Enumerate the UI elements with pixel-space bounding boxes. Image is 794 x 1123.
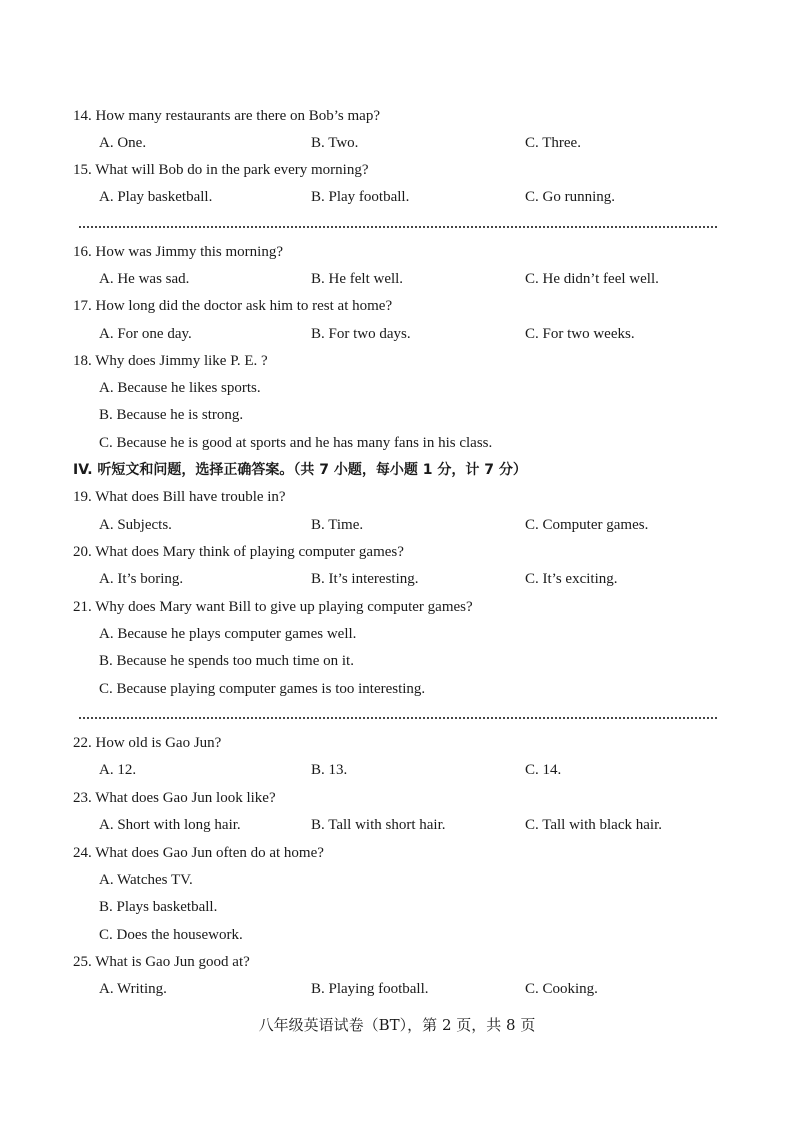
question-20-options (0, 569, 794, 589)
question-16: 16. How was Jimmy this morning? (73, 244, 283, 260)
option-c: C. Cooking. (525, 981, 598, 997)
question-15-options (0, 187, 794, 207)
question-23: 23. What does Gao Jun look like? (73, 790, 276, 806)
question-22: 22. How old is Gao Jun? (73, 735, 222, 751)
option-b: B. Playing football. (311, 981, 429, 997)
option-b: B. Tall with short hair. (311, 817, 446, 833)
option-c: C. Computer games. (525, 517, 649, 533)
option-a: A. Writing. (99, 981, 167, 997)
question-16-options (0, 269, 794, 289)
question-25-options (0, 979, 794, 999)
question-20: 20. What does Mary think of playing computer games? (73, 544, 404, 560)
option-b: B. Time. (311, 517, 364, 533)
option-c: C. It’s exciting. (525, 571, 618, 587)
option-c: C. Go running. (525, 189, 615, 205)
dotted-divider (79, 226, 717, 228)
question-14-options (0, 133, 794, 153)
option-a: A. He was sad. (99, 271, 190, 287)
question-21-option-a: A. Because he plays computer games well. (99, 626, 357, 642)
option-a: A. 12. (99, 762, 137, 778)
option-a: A. For one day. (99, 326, 192, 342)
question-21: 21. Why does Mary want Bill to give up playing computer games? (73, 599, 473, 615)
option-b: B. 13. (311, 762, 348, 778)
question-18-option-a: A. Because he likes sports. (99, 380, 261, 396)
option-a: A. Short with long hair. (99, 817, 241, 833)
option-b: B. He felt well. (311, 271, 404, 287)
question-18: 18. Why does Jimmy like P. E. ? (73, 353, 268, 369)
option-c: C. 14. (525, 762, 562, 778)
question-18-option-c: C. Because he is good at sports and he has many fans in his class. (99, 435, 493, 451)
option-b: B. Two. (311, 135, 359, 151)
question-17-options (0, 324, 794, 344)
option-a: A. Subjects. (99, 517, 172, 533)
question-22-options (0, 760, 794, 780)
question-17: 17. How long did the doctor ask him to rest at home? (73, 298, 393, 314)
option-a: A. It’s boring. (99, 571, 184, 587)
question-21-option-c: C. Because playing computer games is too interesting. (99, 681, 426, 697)
section-iv-heading: IV. 听短文和问题，选择正确答案。（共 7 小题，每小题 1 分，计 7 分） (73, 462, 527, 478)
question-19: 19. What does Bill have trouble in? (73, 489, 286, 505)
question-24-option-a: A. Watches TV. (99, 872, 193, 888)
question-25: 25. What is Gao Jun good at? (73, 954, 250, 970)
option-c: C. He didn’t feel well. (525, 271, 659, 287)
question-24-option-c: C. Does the housework. (99, 927, 243, 943)
question-23-options (0, 815, 794, 835)
option-a: A. One. (99, 135, 147, 151)
option-b: B. For two days. (311, 326, 411, 342)
option-b: B. It’s interesting. (311, 571, 419, 587)
question-14: 14. How many restaurants are there on Bob’s map? (73, 108, 380, 124)
option-b: B. Play football. (311, 189, 410, 205)
question-24-option-b: B. Plays basketball. (99, 899, 218, 915)
page-footer: 八年级英语试卷（BT），第 2 页，共 8 页 (258, 1016, 536, 1034)
option-c: C. For two weeks. (525, 326, 635, 342)
option-c: C. Tall with black hair. (525, 817, 662, 833)
question-19-options (0, 515, 794, 535)
question-15: 15. What will Bob do in the park every morning? (73, 162, 369, 178)
question-18-option-b: B. Because he is strong. (99, 407, 244, 423)
question-21-option-b: B. Because he spends too much time on it. (99, 653, 354, 669)
dotted-divider (79, 717, 717, 719)
question-24: 24. What does Gao Jun often do at home? (73, 845, 324, 861)
option-a: A. Play basketball. (99, 189, 213, 205)
option-c: C. Three. (525, 135, 581, 151)
